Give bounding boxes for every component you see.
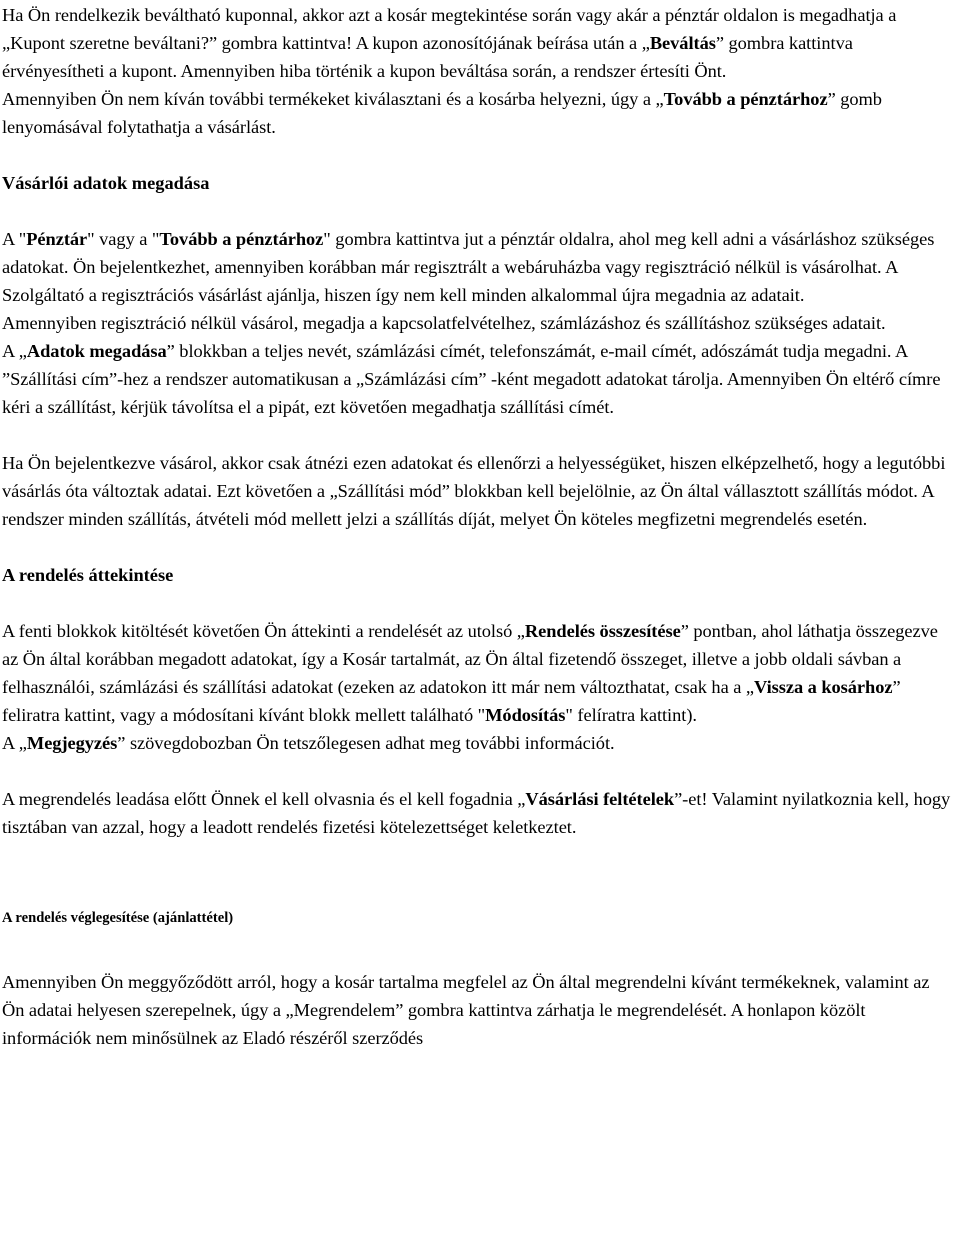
bold-term-rendeles-osszesitese: Rendelés összesítése: [524, 621, 681, 641]
intro-paragraph-coupon: [2, 1, 956, 85]
section-heading-vasarloi-adatok: Vásárlói adatok megadása: [2, 173, 210, 193]
spacer: [2, 589, 956, 617]
bold-term-vasarlasi-feltetelek: Vásárlási feltételek: [525, 789, 675, 809]
section1-paragraph-adatok-megadasa: [2, 337, 956, 421]
text-run: A ": [2, 229, 27, 249]
spacer: [2, 929, 956, 968]
section1-paragraph-no-registration: Amennyiben regisztráció nélkül vásárol, megadja a kapcsolatfelvételhez, számlázáshoz és szállításhoz szükséges adatait.: [2, 313, 886, 333]
text-run: ” szövegdobozban Ön tetszőlegesen adhat meg további információt.: [117, 733, 615, 753]
spacer: [2, 197, 956, 225]
section2-paragraph-osszesites: [2, 617, 956, 729]
text-run: Amennyiben Ön nem kíván további termékeket kiválasztani és a kosárba helyezni, úgy a „: [2, 89, 664, 109]
spacer: [2, 841, 956, 907]
text-run: ” gomb lenyomásával folytathatja a vásárlást.: [2, 89, 882, 137]
section2-paragraph-feltetelek: [2, 785, 956, 841]
section3-paragraph-megrendelem: Amennyiben Ön meggyőződött arról, hogy a kosár tartalma megfelel az Ön által megrendelni kívánt termékeknek, valamint az Ön adatai helyesen szerepelnek, úgy a „Megrendelem” gombra kattintva zárhatja le megrendelését. A honlapon közölt információk nem minősülnek az Eladó részéről szerződés: [2, 972, 930, 1048]
text-run: ” feliratra kattint, vagy a módosítani kívánt blokk mellett található ": [2, 677, 901, 725]
intro-paragraph-continue: [2, 85, 956, 141]
text-run: A „: [2, 733, 27, 753]
section-heading-rendeles-attekintese: A rendelés áttekintése: [2, 565, 174, 585]
section1-paragraph-penztar: [2, 225, 956, 309]
text-run: A fenti blokkok kitöltését követően Ön áttekinti a rendelését az utolsó „: [2, 621, 525, 641]
spacer: [2, 533, 956, 561]
bold-term-tovabb-a-penztarhoz: Tovább a pénztárhoz: [159, 229, 324, 249]
bold-term-modositas: Módosítás: [485, 705, 566, 725]
section-heading-rendeles-veglegesitese: A rendelés véglegesítése (ajánlattétel): [2, 910, 234, 926]
text-run: ” pontban, ahol láthatja összegezve az Ön által korábban megadott adatokat, így a Kosár tartalmát, az Ön által fizetendő összeget, illetve a jobb oldali sávban a felhasználói, számlázási és szállítási adatokat (ezeken az adatokon itt már nem változthatat, csak ha a „: [2, 621, 938, 697]
text-run: A megrendelés leadása előtt Önnek el kell olvasnia és el kell fogadnia „: [2, 789, 526, 809]
text-run: ” gombra kattintva érvényesítheti a kupont. Amennyiben hiba történik a kupon beváltása során, a rendszer értesíti Önt.: [2, 33, 853, 81]
text-run: " vagy a ": [87, 229, 160, 249]
bold-term-adatok-megadasa: Adatok megadása: [26, 341, 167, 361]
bold-term-penztar: Pénztár: [26, 229, 88, 249]
text-run: " gombra kattintva jut a pénztár oldalra, ahol meg kell adni a vásárláshoz szükséges adatokat. Ön bejelentkezhet, amennyiben korábban már regisztrált a webáruházba vagy regisztráció nélkül is vásárolhat. A Szolgáltató a regisztrációs vásárlást ajánlja, hiszen így nem kell minden alkalommal újra megadnia az adatait.: [2, 229, 935, 305]
section2-paragraph-megjegyzes: [2, 729, 956, 757]
spacer: [2, 141, 956, 169]
spacer: [2, 757, 956, 785]
bold-term-bevaltas: Beváltás: [649, 33, 716, 53]
bold-term-tovabb-a-penztarhoz: Tovább a pénztárhoz: [663, 89, 828, 109]
spacer: [2, 421, 956, 449]
text-run: " felíratra kattint).: [565, 705, 697, 725]
text-run: A „: [2, 341, 27, 361]
text-run: ” blokkban a teljes nevét, számlázási címét, telefonszámát, e-mail címét, adószámát tudja megadni. A ”Szállítási cím”-hez a rendszer automatikusan a „Számlázási cím” -ként megadott adatokat tárolja. Amennyiben Ön eltérő címre kéri a szállítást, kérjük távolítsa el a pipát, ezt követően megadhatja szállítási címét.: [2, 341, 941, 417]
text-run: ”-et! Valamint nyilatkoznia kell, hogy tisztában van azzal, hogy a leadott rendelés fizetési kötelezettséget keletkeztet.: [2, 789, 951, 837]
section1-paragraph-logged-in: Ha Ön bejelentkezve vásárol, akkor csak átnézi ezen adatokat és ellenőrzi a helyességüket, hiszen elképzelhető, hogy a legutóbbi vásárlás óta változtak adatai. Ezt követően a „Szállítási mód” blokkban kell bejelölnie, az Ön által vállasztott szállítás módot. A rendszer minden szállítás, átvételi mód mellett jelzi a szállítás díját, melyet Ön köteles megfizetni megrendelés esetén.: [2, 453, 946, 529]
bold-term-vissza-a-kosarhoz: Vissza a kosárhoz: [754, 677, 893, 697]
bold-term-megjegyzes: Megjegyzés: [26, 733, 118, 753]
text-run: Ha Ön rendelkezik beváltható kuponnal, akkor azt a kosár megtekintése során vagy akár a pénztár oldalon is megadhatja a „Kupont szeretne beváltani?” gombra kattintva! A kupon azonosítójának beírása után a „: [2, 5, 897, 53]
